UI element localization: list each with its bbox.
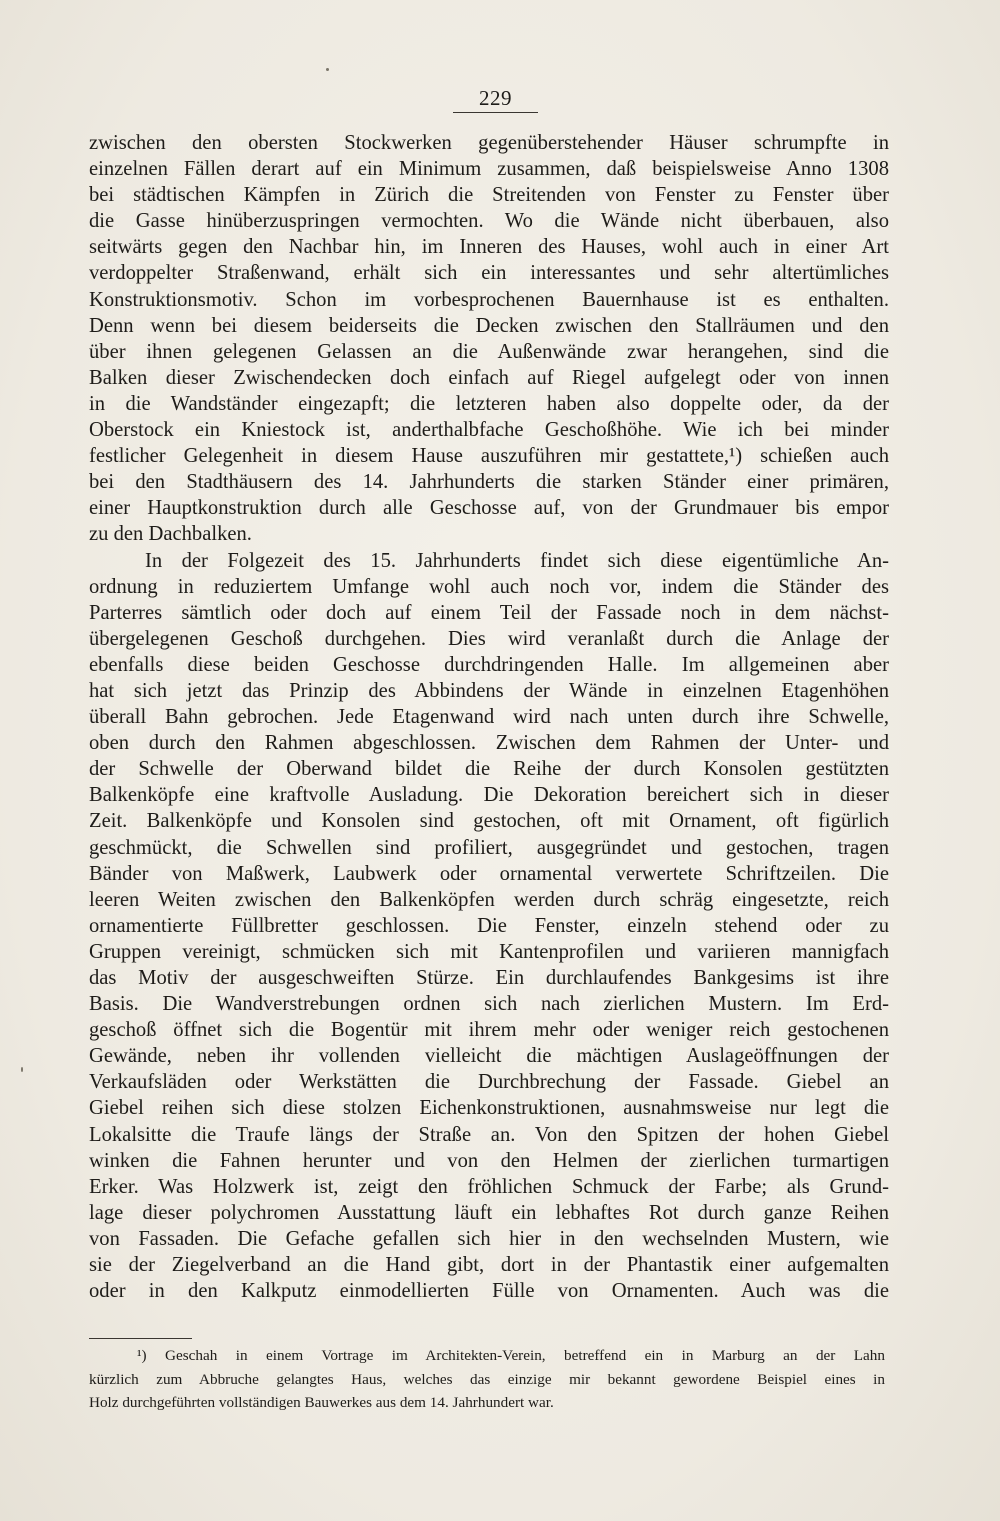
footnote-divider: [89, 1338, 192, 1339]
text-line: der Schwelle der Oberwand bildet die Reihe der durch Konsolen gestützten: [89, 758, 889, 781]
text-line: seitwärts gegen den Nachbar hin, im Inneren des Hauses, wohl auch in einer Art: [89, 236, 889, 259]
text-line: übergelegenen Geschoß durchgehen. Dies wird veranlaßt durch die Anlage der: [89, 627, 889, 650]
text-line: Denn wenn bei diesem beiderseits die Decken zwischen den Stallräumen und den: [89, 314, 889, 337]
footnote: [89, 1344, 885, 1415]
text-line: Gruppen vereinigt, schmücken sich mit Kantenprofilen und variieren mannigfach: [89, 940, 889, 963]
text-line: Erker. Was Holzwerk ist, zeigt den fröhlichen Schmuck der Farbe; als Grund-: [89, 1175, 889, 1198]
text-line: oben durch den Rahmen abgeschlossen. Zwischen dem Rahmen der Unter- und: [89, 732, 889, 755]
footnote-line: ¹) Geschah in einem Vortrage im Architekten-Verein, betreffend ein in Marburg an der Lahn: [137, 1347, 885, 1364]
text-line: leeren Weiten zwischen den Balkenköpfen werden durch schräg eingesetzte, reich: [89, 888, 889, 911]
text-line: einer Hauptkonstruktion durch alle Geschosse auf, von der Grundmauer bis empor: [89, 497, 889, 520]
text-line: verdoppelter Straßenwand, erhält sich ein interessantes und sehr altertümliches: [89, 262, 889, 285]
text-line: Gewände, neben ihr vollenden vielleicht die mächtigen Auslageöffnungen der: [89, 1045, 889, 1068]
text-line: winken die Fahnen herunter und von den Helmen der zierlichen turmartigen: [89, 1149, 889, 1172]
text-line: überall Bahn gebrochen. Jede Etagenwand wird nach unten durch ihre Schwelle,: [89, 706, 889, 729]
text-line: ornamentierte Füllbretter geschlossen. Die Fenster, einzeln stehend oder zu: [89, 914, 889, 937]
text-line: Konstruktionsmotiv. Schon im vorbesprochenen Bauernhause ist es enthalten.: [89, 288, 889, 311]
page-number: 229: [453, 86, 538, 113]
text-line: geschmückt, die Schwellen sind profiliert, ausgegründet und gestochen, tragen: [89, 836, 889, 859]
text-line: Basis. Die Wandverstrebungen ordnen sich nach zierlichen Mustern. Im Erd-: [89, 993, 889, 1016]
text-line: Balkenköpfe eine kraftvolle Ausladung. Die Dekoration bereichert sich in dieser: [89, 784, 889, 807]
text-line: Bänder von Maßwerk, Laubwerk oder ornamental verwertete Schriftzeilen. Die: [89, 862, 889, 885]
text-line: Balken dieser Zwischendecken doch einfach auf Riegel aufgelegt oder von innen: [89, 366, 889, 389]
text-line: bei den Stadthäusern des 14. Jahrhunderts die starken Ständer einer primären,: [89, 471, 889, 494]
text-line: sie der Ziegelverband an die Hand gibt, dort in der Phantastik einer aufgemalten: [89, 1254, 889, 1277]
paragraph-start-line: In der Folgezeit des 15. Jahrhunderts findet sich diese eigentümliche An-: [145, 549, 889, 572]
body-text: [89, 130, 889, 1304]
text-line: zu den Dachbalken.: [89, 523, 252, 546]
footnote-line: Holz durchgeführten vollständigen Bauwerkes aus dem 14. Jahrhundert war.: [89, 1394, 554, 1412]
text-line: das Motiv der ausgeschweiften Stürze. Ein durchlaufendes Bankgesims ist ihre: [89, 967, 889, 989]
paper-speck: [21, 1067, 23, 1072]
text-line: oder in den Kalkputz einmodellierten Fülle von Ornamenten. Auch was die: [89, 1280, 889, 1303]
text-line: in die Wandständer eingezapft; die letzteren haben also doppelte oder, da der: [89, 392, 889, 415]
text-line: zwischen den obersten Stockwerken gegenüberstehender Häuser schrumpfte in: [89, 132, 889, 154]
text-line: geschoß öffnet sich die Bogentür mit ihrem mehr oder weniger reich gestochenen: [89, 1019, 889, 1042]
text-line: bei städtischen Kämpfen in Zürich die Streitenden von Fenster zu Fenster über: [89, 184, 889, 207]
text-line: lage dieser polychromen Ausstattung läuft ein lebhaftes Rot durch ganze Reihen: [89, 1201, 889, 1224]
text-line: Oberstock ein Kniestock ist, anderthalbfache Geschoßhöhe. Wie ich bei minder: [89, 419, 889, 442]
text-line: über ihnen gelegenen Gelassen an die Außenwände zwar herangehen, sind die: [89, 340, 889, 363]
text-line: Giebel reihen sich diese stolzen Eichenkonstruktionen, ausnahmsweise nur legt die: [89, 1097, 889, 1120]
text-line: Lokalsitte die Traufe längs der Straße an. Von den Spitzen der hohen Giebel: [89, 1123, 889, 1146]
text-line: Verkaufsläden oder Werkstätten die Durchbrechung der Fassade. Giebel an: [89, 1071, 889, 1094]
paper-speck: [326, 68, 329, 71]
text-line: Zeit. Balkenköpfe und Konsolen sind gestochen, oft mit Ornament, oft figürlich: [89, 810, 889, 833]
text-line: festlicher Gelegenheit in diesem Hause auszuführen mir gestattete,¹) schießen auch: [89, 445, 889, 468]
text-line: hat sich jetzt das Prinzip des Abbindens der Wände in einzelnen Etagenhöhen: [89, 679, 889, 702]
text-line: die Gasse hinüberzuspringen vermochten. Wo die Wände nicht überbauen, also: [89, 210, 889, 233]
text-line: ordnung in reduziertem Umfange wohl auch noch vor, indem die Ständer des: [89, 575, 889, 598]
text-line: Parterres sämtlich oder doch auf einem Teil der Fassade noch in dem nächst-: [89, 601, 889, 624]
text-line: einzelnen Fällen derart auf ein Minimum zusammen, daß beispielsweise Anno 1308: [89, 158, 889, 181]
text-line: ebenfalls diese beiden Geschosse durchdringenden Halle. Im allgemeinen aber: [89, 653, 889, 676]
text-line: von Fassaden. Die Gefache gefallen sich hier in den wechselnden Mustern, wie: [89, 1227, 889, 1250]
footnote-line: kürzlich zum Abbruche gelangtes Haus, welches das einzige mir bekannt gewordene Beispiel eines in: [89, 1370, 885, 1388]
